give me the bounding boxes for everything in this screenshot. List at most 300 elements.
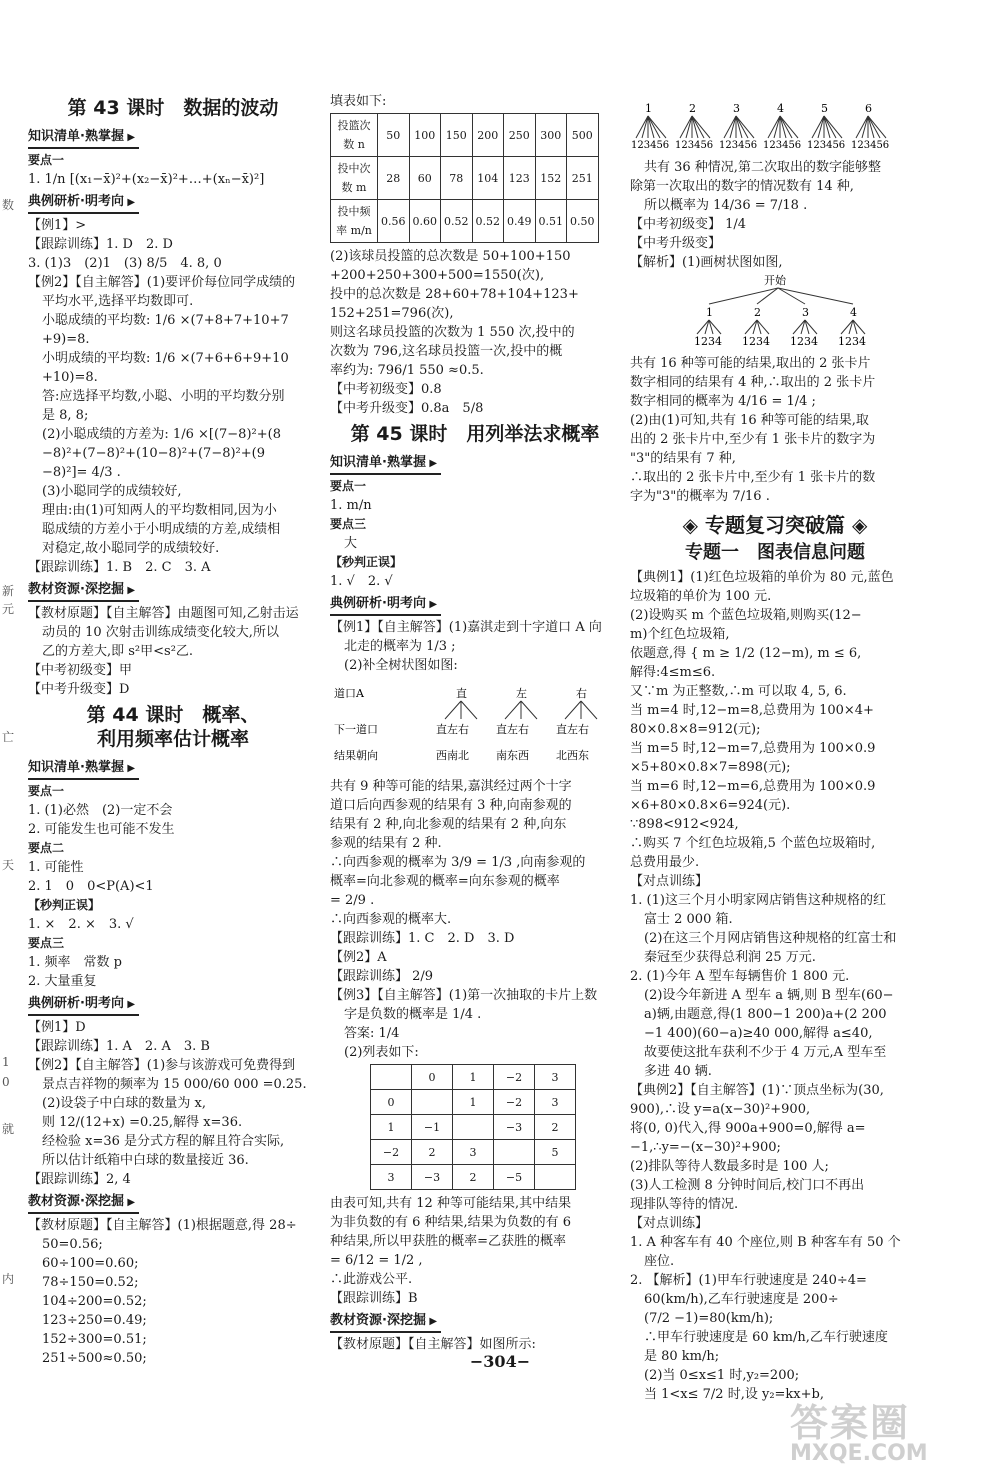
tree-node: 2	[754, 306, 761, 319]
tree-leaves: 123456	[763, 140, 802, 151]
text-line: 123÷250=0.49;	[42, 1313, 147, 1328]
table-cell: 2	[535, 1115, 576, 1140]
table-cell: 152	[535, 157, 567, 200]
tree-branch	[692, 116, 704, 138]
table-cell: 2	[453, 1165, 494, 1190]
tree-branch	[636, 116, 648, 138]
tree-node: 直左右	[496, 723, 529, 736]
table-cell: 78	[441, 157, 473, 200]
tree-node: 4	[777, 102, 784, 115]
watermark-url: MXQE.COM	[790, 1441, 928, 1466]
text-line: 聪成绩的方差小于小明成绩的方差,成绩相	[42, 522, 281, 537]
tree-branch	[642, 116, 648, 138]
text-line: −8)²]= 4/3 .	[42, 465, 121, 480]
text-line: 共有 36 种情况,第二次取出的数字能够整	[644, 160, 881, 175]
column-right	[630, 100, 920, 1404]
tree-branch	[730, 116, 736, 138]
text-line: 1. A 种客车有 40 个座位,则 B 种客车有 50 个	[630, 1235, 901, 1250]
text-line: (2)排队等待人数最多时是 100 人;	[630, 1159, 829, 1174]
text-line: 北走的概率为 1/3 ;	[344, 639, 456, 654]
tree-node: 右	[576, 687, 587, 700]
text-line: 2. 可能发生也可能不发生	[28, 822, 175, 837]
text-line: ∴向西参观的概率为 3/9 = 1/3 ,向南参观的	[330, 855, 586, 870]
table-cell: 250	[504, 114, 536, 157]
section-bar: 教材资源·深挖掘 ▶	[28, 1192, 139, 1214]
tree-node: 6	[865, 102, 872, 115]
text-line: 152+251=796(次),	[330, 306, 454, 321]
text-line: ∴甲车行驶速度是 60 km/h,乙车行驶速度	[644, 1330, 888, 1345]
text-line: 【跟踪训练】1. D 2. D	[28, 237, 173, 252]
table-header-cell: 投中频率 m/n	[331, 200, 378, 243]
dice-tree-diagram	[630, 100, 920, 152]
text-line: 是 80 km/h;	[644, 1349, 720, 1364]
lesson-44-title-a: 第 44 课时 概率、	[86, 704, 260, 726]
text-line: 【对点训练】	[630, 874, 709, 889]
sum-table	[370, 1064, 576, 1190]
text-line: 【跟踪训练】1. B 2. C 3. A	[28, 560, 211, 575]
tree-leaves: 123456	[719, 140, 758, 151]
page-number: −304−	[469, 1352, 531, 1371]
table-cell: 251	[567, 157, 599, 200]
text-line: 共有 16 种等可能的结果,取出的 2 张卡片	[630, 356, 871, 371]
text-line: 为非负数的有 6 种结果,结果为负数的有 6	[330, 1215, 572, 1230]
table-cell: 28	[378, 157, 410, 200]
lesson-43-title: 第 43 课时 数据的波动	[67, 97, 279, 119]
table-cell	[535, 1165, 576, 1190]
table-cell: 150	[441, 114, 473, 157]
tree-branch	[778, 288, 853, 304]
margin-glyph: 就	[2, 1122, 15, 1136]
tree-branch	[780, 116, 792, 138]
tree-node: 南东西	[496, 749, 529, 762]
text-line: 小聪成绩的平均数: 1/6 ×(7+8+7+10+7	[42, 313, 289, 328]
table-cell: 1	[453, 1090, 494, 1115]
text-line: (2)在这三个月网店销售这种规格的红富士和	[644, 931, 897, 946]
tree-branch	[686, 116, 692, 138]
text-line: 78÷150=0.52;	[42, 1275, 139, 1290]
tree-node: 2	[689, 102, 696, 115]
table-cell: 50	[378, 114, 410, 157]
text-line: 【例2】A	[330, 950, 387, 965]
text-line: 900),∴设 y=a(x−30)²+900,	[630, 1102, 811, 1117]
text-line: (2)小聪成绩的方差为: 1/6 ×[(7−8)²+(8	[42, 427, 281, 442]
text-line: 种结果,所以甲获胜的概率=乙获胜的概率	[330, 1234, 567, 1249]
text-line: 1. × 2. × 3. √	[28, 917, 134, 932]
text-line: (2)设袋子中白球的数量为 x,	[42, 1096, 207, 1111]
text-line: −8)²+(7−8)²+(10−8)²+(7−8)²+(9	[42, 446, 265, 461]
text-line: 富士 2 000 箱.	[644, 912, 733, 927]
text-line: 【中考初级变】甲	[28, 663, 133, 678]
text-line: 又∵m 为正整数,∴m 可以取 4, 5, 6.	[630, 684, 847, 699]
tree-leaves: 123456	[851, 140, 890, 151]
watermark-text: 答案圈	[790, 1401, 911, 1445]
table-cell: 3	[535, 1065, 576, 1090]
text-line: 2. 大量重复	[28, 974, 97, 989]
text-line: 答案: 1/4	[344, 1026, 400, 1041]
text-line: (2)补全树状图如图:	[344, 658, 458, 673]
text-line: 所以概率为 14/36 = 7/18 .	[644, 198, 808, 213]
text-line: (2)由(1)可知,共有 16 种等可能的结果,取	[630, 413, 869, 428]
text-line: 小明成绩的平均数: 1/6 ×(7+6+6+9+10	[42, 351, 289, 366]
text-line: (2)当 0≤x≤1 时,y₂=200;	[644, 1368, 800, 1383]
table-cell	[494, 1140, 535, 1165]
text-line: (3)人工检测 8 分钟时间后,校门口不再出	[630, 1178, 865, 1193]
table-cell: 0.60	[409, 200, 441, 243]
section-bar: 知识清单·熟掌握 ▶	[330, 453, 441, 475]
text-line: 数字相同的概率为 4/16 = 1/4 ;	[630, 394, 816, 409]
tree-branch	[768, 116, 780, 138]
text-line: 字为"3"的概率为 7/16 .	[630, 489, 770, 504]
text-line: 要点一	[330, 479, 367, 493]
text-line: 【典例1】(1)红色垃圾箱的单价为 80 元,蓝色	[630, 570, 894, 585]
table-cell: −3	[412, 1165, 453, 1190]
text-line: 2. 【解析】(1)甲车行驶速度是 240÷4=	[630, 1273, 867, 1288]
text-line: 要点三	[330, 517, 367, 531]
tree-branch	[774, 116, 780, 138]
table-cell: 60	[409, 157, 441, 200]
text-line: −1,∴y=−(x−30)²+900;	[630, 1140, 781, 1155]
text-line: ∵898<912<924,	[630, 817, 739, 832]
text-line: 【跟踪训练】1. C 2. D 3. D	[330, 931, 515, 946]
text-line: ×5+80×0.8×7=898(元);	[630, 760, 791, 775]
table-row	[371, 1140, 576, 1165]
text-line: 1. √ 2. √	[330, 574, 393, 589]
text-line: 【例1】D	[28, 1020, 86, 1035]
text-line: 【跟踪训练】B	[330, 1291, 418, 1306]
text-line: (3)小聪同学的成绩较好,	[42, 484, 182, 499]
text-line: 【例2】【自主解答】(1)参与该游戏可免费得到	[28, 1058, 296, 1073]
tree-leaves: 1234	[790, 335, 818, 348]
table-cell: 0	[371, 1090, 412, 1115]
text-line: 解得:4≤m≤6.	[630, 665, 716, 680]
text-line: (2)设今年新进 A 型车 a 辆,则 B 型车(60−	[644, 988, 894, 1003]
table-cell: 3	[371, 1165, 412, 1190]
text-line: 对稳定,故小聪同学的成绩较好.	[42, 541, 220, 556]
tree2-group	[694, 273, 866, 348]
text-line: 垃圾箱的单价为 100 元.	[630, 589, 772, 604]
table-row	[331, 114, 599, 157]
text-line: 动员的 10 次射击训练成绩变化较大,所以	[42, 625, 279, 640]
text-line: = 2/9 .	[330, 893, 375, 908]
text-line: ∴向西参观的概率大.	[330, 912, 452, 927]
text-line: 2. 1 0 0<P(A)<1	[28, 879, 154, 894]
text-line: 投中的总次数是 28+60+78+104+123+	[330, 287, 579, 302]
text-line: 3. (1)3 (2)1 (3) 8/5 4. 8, 0	[28, 256, 222, 271]
text-line: a)辆,由题意,得(1 800−1 200)a+(2 200	[644, 1007, 887, 1022]
text-line: 经检验 x=36 是分式方程的解且符合实际,	[42, 1134, 285, 1149]
lesson-45-title: 第 45 课时 用列举法求概率	[350, 423, 600, 445]
section-bar: 教材资源·深挖掘 ▶	[330, 1311, 441, 1333]
text-line: 乙的方差大,即 s²甲<s²乙.	[42, 644, 194, 659]
table-cell: −5	[494, 1165, 535, 1190]
tree-node: 左	[516, 687, 527, 700]
tree-branch	[724, 116, 736, 138]
text-line: 80×0.8×8=912(元);	[630, 722, 761, 737]
text-line: 1. (1)这三个月小明家网店销售这种规格的红	[630, 893, 886, 908]
text-line: 【教材原题】【自主解答】如图所示:	[330, 1337, 536, 1352]
table-cell: 200	[472, 114, 504, 157]
section-bar: 教材资源·深挖掘 ▶	[28, 580, 139, 602]
text-line: 次数为 796,这名球员投篮一次,投中的概	[330, 344, 563, 359]
text-line: 【中考升级变】0.8a 5/8	[330, 401, 484, 416]
tree-branch	[824, 116, 836, 138]
tree-branch	[818, 116, 824, 138]
text-line: 所以估计纸箱中白球的数量接近 36.	[42, 1153, 249, 1168]
text-line: 当 m=4 时,12−m=8,总费用为 100×4+	[630, 703, 874, 718]
text-line: 景点吉祥物的频率为 15 000/60 000 =0.25.	[42, 1077, 307, 1092]
text-line: 60(km/h),乙车行驶速度是 200÷	[644, 1292, 839, 1307]
text-line: 座位.	[644, 1254, 675, 1269]
text-line: 填表如下:	[330, 94, 387, 109]
text-line: "3"的结果有 7 种,	[630, 451, 736, 466]
text-line: (2)设购买 m 个蓝色垃圾箱,则购买(12−	[630, 608, 862, 623]
text-line: 是 8, 8;	[42, 408, 89, 423]
text-line: 由表可知,共有 12 种等可能结果,其中结果	[330, 1196, 572, 1211]
text-line: ∴购买 7 个红色垃圾箱,5 个蓝色垃圾箱时,	[630, 836, 876, 851]
text-line: 除第一次取出的数字的情况数有 14 种,	[630, 179, 854, 194]
text-line: 【秒判正误】	[28, 898, 101, 912]
table-cell: −1	[412, 1115, 453, 1140]
text-line: 现排队等待的情况.	[630, 1197, 739, 1212]
text-line: 251÷500≈0.50;	[42, 1351, 147, 1366]
text-line: +10)=8.	[42, 370, 98, 385]
table-cell: 0.56	[378, 200, 410, 243]
table-cell	[412, 1090, 453, 1115]
tree-branch	[812, 116, 824, 138]
tree-branch	[648, 116, 660, 138]
tree-row-label: 道口A	[334, 687, 364, 700]
text-line: 104÷200=0.52;	[42, 1294, 147, 1309]
tree-branch	[868, 116, 880, 138]
text-line: 平均水平,选择平均数即可.	[42, 294, 194, 309]
text-line: 依题意,得 { m ≥ 1/2 (12−m), m ≤ 6,	[630, 646, 862, 661]
text-line: 【例3】【自主解答】(1)第一次抽取的卡片上数	[330, 988, 598, 1003]
text-line: 【例1】【自主解答】(1)嘉淇走到十字道口 A 向	[330, 620, 602, 635]
tree-branch	[856, 116, 868, 138]
tree-leaves: 123456	[631, 140, 670, 151]
section-bar: 典例研析·明考向 ▶	[28, 192, 139, 214]
text-line: 答:应选择平均数,小聪、小明的平均数分别	[42, 389, 285, 404]
text-line: 【中考升级变】D	[28, 682, 130, 697]
section-bar: 知识清单·熟掌握 ▶	[28, 127, 139, 149]
text-line: 秦冠至少获得总利润 25 万元.	[644, 950, 816, 965]
text-line: 参观的结果有 2 种.	[330, 836, 442, 851]
tree-node: 直	[456, 687, 467, 700]
frequency-table	[330, 113, 599, 243]
text-line: (2)列表如下:	[344, 1045, 419, 1060]
tree-branch	[736, 116, 748, 138]
margin-glyph: 新	[2, 584, 15, 598]
text-line: 则这名球员投篮的次数为 1 550 次,投中的	[330, 325, 575, 340]
text-line: 【中考初级变】0.8	[330, 382, 442, 397]
text-line: ∴取出的 2 张卡片中,至少有 1 张卡片的数	[630, 470, 876, 485]
text-line: (7/2 −1)=80(km/h);	[644, 1311, 774, 1326]
text-line: 【对点训练】	[630, 1216, 709, 1231]
text-line: 【例2】【自主解答】(1)要评价每位同学成绩的	[28, 275, 296, 290]
topic-title: 专题一 图表信息问题	[685, 542, 865, 563]
tree-leaves: 123456	[675, 140, 714, 151]
text-line: 大	[344, 536, 358, 551]
table-cell	[371, 1065, 412, 1090]
text-line: 【中考初级变】 1/4	[630, 217, 747, 232]
margin-glyph: 亡	[2, 730, 15, 744]
text-line: 当 1<x≤ 7/2 时,设 y₂=kx+b,	[644, 1387, 824, 1402]
text-line: 【典例2】【自主解答】(1)∵顶点坐标为(30,	[630, 1083, 884, 1098]
table-cell: 104	[472, 157, 504, 200]
text-line: 当 m=5 时,12−m=7,总费用为 100×0.9	[630, 741, 876, 756]
table-cell: 5	[535, 1140, 576, 1165]
text-line: 故要使这批车获利不少于 4 万元,A 型车至	[644, 1045, 887, 1060]
table-row	[331, 157, 599, 200]
text-line: 数字相同的结果有 4 种,∴取出的 2 张卡片	[630, 375, 876, 390]
tree-node: 北西东	[556, 749, 589, 762]
text-line: 要点一	[28, 784, 65, 798]
tree-leaves: 1234	[694, 335, 722, 348]
text-line: 1. 频率 常数 p	[28, 955, 122, 970]
text-line: 要点二	[28, 841, 65, 855]
text-line: = 6/12 = 1/2 ,	[330, 1253, 423, 1268]
text-line: 【教材原题】【自主解答】由题图可知,乙射击运	[28, 606, 299, 621]
text-line: 共有 9 种等可能的结果,嘉淇经过两个十字	[330, 779, 572, 794]
lesson-44-title-b: 利用频率估计概率	[96, 728, 249, 750]
text-line: 【中考升级变】	[630, 236, 722, 251]
table-cell: 300	[535, 114, 567, 157]
text-line: 【例1】>	[28, 218, 87, 233]
table-row	[331, 200, 599, 243]
tree-node: 1	[706, 306, 713, 319]
table-cell: 1	[371, 1115, 412, 1140]
text-line: 【解析】(1)画树状图如图,	[630, 255, 783, 270]
tree-node: 5	[821, 102, 828, 115]
text-line: 1. 1/n [(x₁−x̄)²+(x₂−x̄)²+…+(xₙ−x̄)²]	[28, 172, 265, 187]
table-cell: 3	[535, 1090, 576, 1115]
text-line: 要点三	[28, 936, 65, 950]
text-line: 152÷300=0.51;	[42, 1332, 147, 1347]
text-line: 1. m/n	[330, 498, 372, 513]
tree-branch	[680, 116, 692, 138]
table-row	[371, 1115, 576, 1140]
text-line: 1. (1)必然 (2)一定不会	[28, 803, 173, 818]
text-line: ×6+80×0.8×6=924(元).	[630, 798, 791, 813]
section-bar: 知识清单·熟掌握 ▶	[28, 758, 139, 780]
card-tree-diagram	[630, 272, 920, 348]
table-row	[371, 1090, 576, 1115]
text-line: 60÷100=0.60;	[42, 1256, 139, 1271]
text-line: 50=0.56;	[42, 1237, 103, 1252]
text-line: 结果有 2 种,向北参观的结果有 2 种,向东	[330, 817, 567, 832]
text-line: 要点一	[28, 153, 65, 167]
table-cell: −2	[371, 1140, 412, 1165]
text-line: 【跟踪训练】2, 4	[28, 1172, 131, 1187]
text-line: 道口后向西参观的结果有 3 种,向南参观的	[330, 798, 572, 813]
tree-root: 开始	[764, 274, 786, 287]
text-line: 概率=向北参观的概率=向东参观的概率	[330, 874, 560, 889]
table-cell: −3	[494, 1115, 535, 1140]
text-line: 率约为: 796/1 550 ≈0.5.	[330, 363, 484, 378]
tree-node: 直左右	[436, 723, 469, 736]
table-cell: 0.49	[504, 200, 536, 243]
text-line: −1 400)(60−a)≥40 000,解得 a≤40,	[644, 1026, 873, 1041]
table-cell	[453, 1115, 494, 1140]
margin-glyph: 1	[2, 1055, 10, 1069]
margin-glyph: 数	[2, 198, 15, 212]
text-line: (2)该球员投篮的总次数是 50+100+150	[330, 249, 571, 264]
text-line: 【跟踪训练】 2/9	[330, 969, 434, 984]
text-line: 1. 可能性	[28, 860, 84, 875]
text-line: +9)=8.	[42, 332, 90, 347]
table-cell: 3	[453, 1140, 494, 1165]
text-line: 字是负数的概率是 1/4 .	[344, 1007, 482, 1022]
text-line: 理由:由(1)可知两人的平均数相同,因为小	[42, 503, 277, 518]
tree-leaves: 1234	[742, 335, 770, 348]
table-header-cell: 投篮次数 n	[331, 114, 378, 157]
tree-node: 1	[645, 102, 652, 115]
tree-node: 4	[850, 306, 857, 319]
table-cell: −2	[494, 1090, 535, 1115]
table-row	[371, 1065, 576, 1090]
table-cell: 0.51	[535, 200, 567, 243]
table-row	[371, 1165, 576, 1190]
section-bar: 典例研析·明考向 ▶	[28, 994, 139, 1016]
tree-branches	[445, 701, 597, 719]
margin-glyph: 0	[2, 1075, 10, 1089]
text-line: 总费用最少.	[630, 855, 700, 870]
table-cell: 0.52	[472, 200, 504, 243]
special-section-title: ◈ 专题复习突破篇 ◈	[682, 513, 868, 537]
table-cell: 0	[412, 1065, 453, 1090]
tree-leaves: 1234	[838, 335, 866, 348]
tree-node: 直左右	[556, 723, 589, 736]
table-cell: 2	[412, 1140, 453, 1165]
text-line: ∴此游戏公平.	[330, 1272, 413, 1287]
text-line: +200+250+300+500=1550(次),	[330, 268, 545, 283]
tree-leaves: 123456	[807, 140, 846, 151]
margin-glyph: 内	[2, 1272, 15, 1286]
table-cell: 500	[567, 114, 599, 157]
tree-node: 3	[733, 102, 740, 115]
tree-node: 3	[802, 306, 809, 319]
tree-branch	[862, 116, 868, 138]
column-left	[28, 92, 318, 1368]
text-line: 将(0, 0)代入,得 900a+900=0,解得 a=	[630, 1121, 866, 1136]
table-cell: 123	[504, 157, 536, 200]
text-line: 多进 40 辆.	[644, 1064, 712, 1079]
tree-row-label: 结果朝向	[334, 749, 378, 762]
margin-glyph: 天	[2, 858, 15, 872]
direction-tree-diagram	[330, 675, 610, 771]
text-line: 【秒判正误】	[330, 555, 403, 569]
margin-glyph: 元	[2, 602, 15, 616]
text-line: 2. (1)今年 A 型车每辆售价 1 800 元.	[630, 969, 850, 984]
text-line: m)个红色垃圾箱,	[630, 627, 730, 642]
tree-row-label: 下一道口	[334, 723, 378, 736]
table-header-cell: 投中次数 m	[331, 157, 378, 200]
table-cell: 1	[453, 1065, 494, 1090]
text-line: 当 m=6 时,12−m=6,总费用为 100×0.9	[630, 779, 876, 794]
text-line: 【教材原题】【自主解答】(1)根据题意,得 28÷	[28, 1218, 297, 1233]
watermark-logo	[790, 1392, 990, 1466]
text-line: 则 12/(12+x) =0.25,解得 x=36.	[42, 1115, 243, 1130]
text-line: 出的 2 张卡片中,至少有 1 张卡片的数字为	[630, 432, 876, 447]
column-middle	[330, 92, 620, 1354]
table-cell: −2	[494, 1065, 535, 1090]
table-cell: 0.52	[441, 200, 473, 243]
table-cell: 0.50	[567, 200, 599, 243]
tree-node: 西南北	[436, 749, 469, 762]
tree1-group	[631, 102, 889, 151]
table-cell: 100	[409, 114, 441, 157]
section-bar: 典例研析·明考向 ▶	[330, 594, 441, 616]
